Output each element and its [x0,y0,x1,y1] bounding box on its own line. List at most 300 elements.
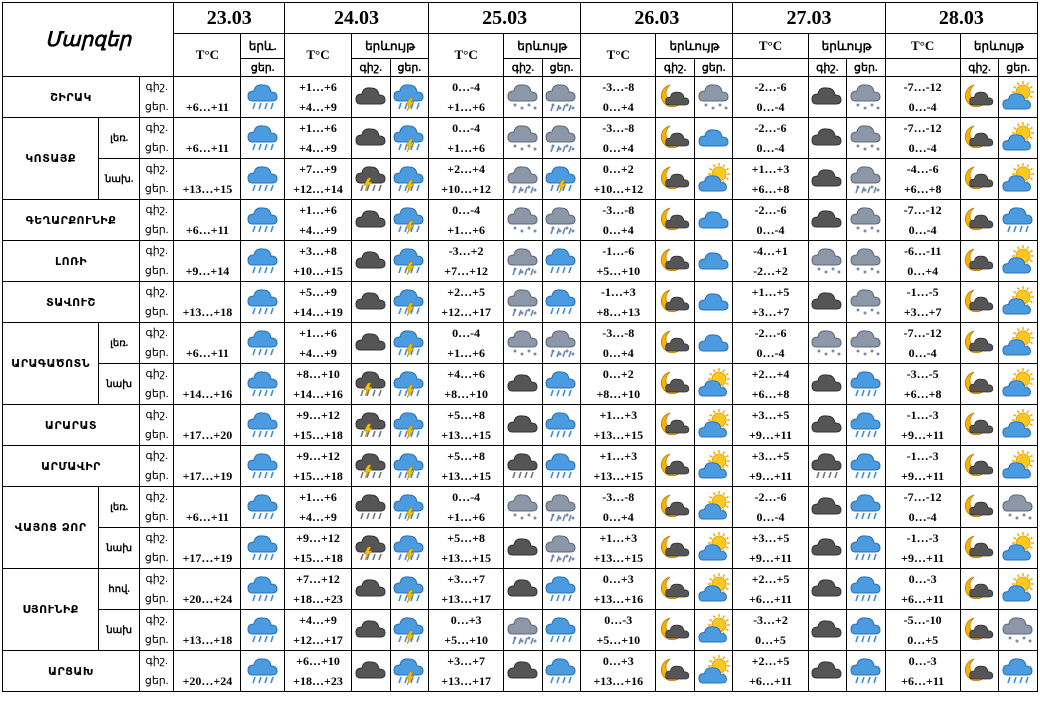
thunderstorm-icon [390,241,429,282]
snow-cloud-icon [504,77,543,118]
temperature-cell [733,118,808,159]
time-of-day-cell [139,651,173,692]
night-temp: -7…-12 [903,490,942,504]
partly-cloudy-sun-icon [694,487,733,528]
night-temp: +2…+5 [751,654,790,668]
day-temp: +4…+9 [299,223,337,237]
temperature-cell [581,323,656,364]
sleet-cloud-icon [504,241,543,282]
night-temp: +2…+5 [447,285,485,299]
night-temp: -2…-6 [754,203,787,217]
rain-cloud-icon [241,282,285,323]
regions-header: Մարզեր [3,3,174,77]
night-temp [174,282,240,302]
day-temp: +4…+9 [299,141,337,155]
rain-cloud-icon [847,651,886,692]
day-label: ցեր. [144,265,169,277]
night-temp: +3…+5 [751,408,790,422]
temperature-cell [285,118,352,159]
thunderstorm-icon [390,118,429,159]
moon-cloud-icon [960,446,999,487]
temperature-cell [733,77,808,118]
night-temp: +1…+6 [299,326,337,340]
moon-cloud-icon [656,118,695,159]
phenomenon-header: երևույթ [656,34,733,59]
partly-cloudy-sun-icon [999,446,1038,487]
day-label: ցեր. [144,183,169,195]
day-label: ցեր. [144,101,169,113]
night-temp: 0…+2 [602,367,634,381]
night-temp: -1…-3 [906,531,939,545]
partly-cloudy-sun-icon [694,651,733,692]
thunderstorm-icon [390,364,429,405]
rain-cloud-icon [241,446,285,487]
day-temp: 0…-4 [756,141,785,155]
temperature-cell [581,487,656,528]
day-temp: +13…+15 [182,182,233,196]
night-temp: 0…+3 [602,572,634,586]
day-label: ցեր. [144,224,169,236]
snow-cloud-icon [808,241,847,282]
night-temp: +3…+7 [447,654,485,668]
temperature-cell [429,528,504,569]
temperature-cell [885,569,960,610]
day-temp: +9…+11 [901,469,945,483]
temperature-cell [429,405,504,446]
temperature-cell [174,77,241,118]
table-row [3,487,1038,528]
day-temp: +17…+19 [182,551,233,565]
night-temp: +5…+8 [447,408,485,422]
day-label: ցեր. [144,511,169,523]
night-temp: -2…-6 [754,490,787,504]
time-of-day-cell [139,405,173,446]
rain-cloud-icon [241,405,285,446]
moon-cloud-icon [656,159,695,200]
time-of-day-cell [139,364,173,405]
night-temp: +6…+10 [296,654,340,668]
phenomenon-header: երևույթ [960,34,1037,59]
day-temp: +6…+11 [185,510,229,524]
temperature-cell [885,405,960,446]
temperature-cell [429,118,504,159]
temperature-cell [733,569,808,610]
partly-cloudy-sun-icon [694,610,733,651]
day-temp: +17…+19 [182,469,233,483]
night-header: գիշ. [960,59,999,77]
day-temp: +9…+14 [185,264,230,278]
day-temp: 0…+4 [602,141,634,155]
temperature-cell [885,610,960,651]
day-temp: 0…+4 [602,346,634,360]
night-temp: +9…+12 [296,531,340,545]
partly-cloudy-sun-icon [999,241,1038,282]
temperature-cell [174,487,241,528]
temp-header: T°C [581,34,656,77]
moon-cloud-icon [656,241,695,282]
night-temp: +2…+5 [751,572,790,586]
moon-cloud-icon [656,77,695,118]
night-label: գիշ. [145,409,168,421]
subregion-label: լեռ. [99,323,140,364]
temp-header: T°C [285,34,352,77]
temperature-cell [581,405,656,446]
night-label: գիշ. [145,245,168,257]
table-row [3,569,1038,610]
dark-cloud-icon [351,118,390,159]
day-temp: -2…+2 [753,264,788,278]
temperature-cell [429,446,504,487]
sleet-cloud-icon [504,282,543,323]
night-temp: +8…+10 [296,367,340,381]
thunderstorm-icon [390,200,429,241]
temperature-cell [733,364,808,405]
table-row [3,282,1038,323]
temperature-cell [285,241,352,282]
temperature-cell [581,241,656,282]
day-temp: +8…+10 [444,387,488,401]
day-temp: +1…+6 [447,223,485,237]
sleet-cloud-icon [542,528,581,569]
day-temp: +10…+15 [293,264,343,278]
temperature-cell [285,364,352,405]
temperature-cell [429,77,504,118]
day-header: ցեր. [999,59,1038,77]
time-of-day-cell [139,118,173,159]
partly-cloudy-sun-icon [694,569,733,610]
moon-cloud-icon [656,446,695,487]
dark-cloud-icon [351,569,390,610]
day-temp: 0…+4 [602,100,634,114]
moon-cloud-icon [960,569,999,610]
temperature-cell [885,241,960,282]
night-temp: +3…+5 [751,449,790,463]
temperature-cell [285,159,352,200]
partly-cloudy-sun-icon [694,405,733,446]
night-temp: +2…+4 [447,162,485,176]
table-row [3,651,1038,692]
dark-cloud-icon [504,364,543,405]
night-temp: 0…-4 [452,326,481,340]
night-temp: +2…+4 [751,367,790,381]
night-temp: 0…-4 [452,490,481,504]
subregion-label: հով. [99,569,140,610]
snow-cloud-icon [847,323,886,364]
time-of-day-cell [139,487,173,528]
dark-cloud-icon [351,323,390,364]
moon-cloud-icon [656,364,695,405]
subregion-label: նախ. [99,159,140,200]
partly-cloudy-sun-icon [999,77,1038,118]
temperature-cell [174,405,241,446]
day-temp: +9…+11 [748,469,792,483]
night-temp: -4…-6 [906,162,939,176]
thunderstorm-icon [390,569,429,610]
sleet-cloud-icon [542,200,581,241]
dark-cloud-icon [504,569,543,610]
partly-cloudy-sun-icon [999,569,1038,610]
night-temp: +3…+5 [751,531,790,545]
dark-cloud-icon [808,159,847,200]
day-temp: +13…+17 [441,674,491,688]
night-temp: -1…-6 [602,244,635,258]
day-temp: +20…+24 [182,674,233,688]
temperature-cell [174,651,241,692]
day-temp: +4…+9 [299,100,337,114]
temperature-cell [885,651,960,692]
temperature-cell [885,77,960,118]
dark-cloud-icon [351,610,390,651]
time-of-day-cell [139,200,173,241]
temperature-cell [285,528,352,569]
day-temp: +6…+11 [185,223,229,237]
night-label: գիշ. [145,122,168,134]
temperature-cell [733,446,808,487]
temperature-cell [885,159,960,200]
night-temp [174,651,240,671]
day-temp: +13…+15 [593,469,644,483]
rain-cloud-icon [241,610,285,651]
sleet-cloud-icon [504,610,543,651]
night-temp: +1…+6 [299,203,337,217]
temperature-cell [581,282,656,323]
night-header: գիշ. [808,59,847,77]
night-temp [174,405,240,425]
night-temp: 0…-3 [604,613,633,627]
snow-cloud-icon [999,610,1038,651]
thunderstorm-icon [390,282,429,323]
night-temp: +3…+8 [299,244,337,258]
rain-cloud-icon [542,569,581,610]
day-temp: +1…+6 [447,510,485,524]
sleet-cloud-icon [542,77,581,118]
night-label: գիշ. [145,491,168,503]
phenomenon-header: երևույթ [808,34,885,59]
thunderstorm-icon [390,610,429,651]
temperature-cell [733,323,808,364]
temperature-cell [174,241,241,282]
day-label: ցեր. [144,347,169,359]
temperature-cell [174,323,241,364]
night-temp: +5…+9 [299,285,337,299]
thunderstorm-icon [542,159,581,200]
temperature-cell [581,651,656,692]
temperature-cell [581,569,656,610]
temperature-cell [581,77,656,118]
dark-cloud-rain-icon [504,446,543,487]
rain-cloud-icon [542,241,581,282]
partly-cloudy-sun-icon [694,528,733,569]
moon-cloud-icon [656,405,695,446]
dark-cloud-rain-icon [351,487,390,528]
day-temp: 0…-4 [908,100,937,114]
temperature-cell [174,118,241,159]
temperature-cell [285,487,352,528]
day-temp: +6…+11 [185,346,229,360]
blue-cloud-icon [694,200,733,241]
day-temp: +10…+12 [441,182,491,196]
night-label: գիշ. [145,614,168,626]
temperature-cell [733,610,808,651]
table-row [3,77,1038,118]
night-temp: -1…-5 [906,285,939,299]
partly-cloudy-sun-icon [694,446,733,487]
partly-cloudy-sun-icon [999,282,1038,323]
temperature-cell [885,118,960,159]
time-of-day-cell [139,446,173,487]
moon-cloud-icon [960,405,999,446]
day-temp: +13…+15 [441,551,491,565]
table-row [3,159,1038,200]
rain-cloud-icon [241,323,285,364]
dark-cloud-thunder-rain-icon [351,159,390,200]
day-temp: +3…+7 [751,305,790,319]
region-name: ԼՈՌԻ [3,241,140,282]
day-label: ցեր. [144,675,169,687]
date-header: 28.03 [885,3,1037,34]
temperature-cell [733,487,808,528]
day-label: ցեր. [144,388,169,400]
day-temp: +8…+10 [596,387,641,401]
date-header: 24.03 [285,3,429,34]
day-label: ցեր. [144,552,169,564]
night-temp [174,569,240,589]
day-temp: 0…-4 [908,141,937,155]
night-temp: -4…+1 [753,244,788,258]
subregion-label: լեռ. [99,118,140,159]
dark-cloud-icon [808,528,847,569]
temperature-cell [581,118,656,159]
day-temp: 0…+5 [907,633,939,647]
temperature-cell [285,200,352,241]
day-temp: 0…+5 [755,633,786,647]
temperature-cell [285,405,352,446]
day-temp: +6…+8 [903,182,942,196]
dark-cloud-rain-icon [808,446,847,487]
sleet-cloud-icon [847,159,886,200]
temperature-cell [885,528,960,569]
dark-cloud-icon [808,364,847,405]
temperature-cell [581,159,656,200]
day-temp: +1…+6 [447,346,485,360]
rain-cloud-icon [542,282,581,323]
day-temp: +6…+11 [748,592,792,606]
night-temp: 0…+2 [602,162,634,176]
night-label: գիշ. [145,286,168,298]
temperature-cell [885,282,960,323]
day-temp: +13…+15 [593,428,644,442]
temperature-cell [174,569,241,610]
temperature-cell [174,528,241,569]
subregion-label: նախ [99,610,140,651]
moon-cloud-icon [656,200,695,241]
night-label: գիշ. [145,163,168,175]
temperature-cell [429,282,504,323]
day-temp: +6…+11 [185,141,229,155]
moon-cloud-icon [960,364,999,405]
dark-cloud-icon [351,282,390,323]
rain-cloud-icon [542,610,581,651]
rain-cloud-icon [847,446,886,487]
night-temp: 0…-4 [452,80,481,94]
temperature-cell [733,200,808,241]
dark-cloud-thunder-rain-icon [351,528,390,569]
sleet-cloud-icon [542,323,581,364]
table-row [3,241,1038,282]
day-temp: +4…+9 [299,510,337,524]
night-temp: +1…+3 [599,408,638,422]
time-of-day-cell [139,159,173,200]
temperature-cell [429,364,504,405]
night-temp [174,159,240,179]
temp-header: T°C [733,34,808,59]
dark-cloud-icon [351,651,390,692]
day-temp: +14…+16 [182,387,233,401]
rain-cloud-icon [241,118,285,159]
day-temp: +13…+18 [182,305,233,319]
table-row [3,118,1038,159]
date-header: 26.03 [581,3,733,34]
time-of-day-cell [139,282,173,323]
blue-cloud-icon [694,282,733,323]
day-temp: +14…+19 [293,305,343,319]
phenomenon-header: երևույթ [504,34,581,59]
night-temp: -7…-12 [903,203,942,217]
night-temp: +3…+7 [447,572,485,586]
day-temp: +6…+11 [185,100,229,114]
night-label: գիշ. [145,532,168,544]
table-row [3,364,1038,405]
thunderstorm-icon [390,446,429,487]
night-temp [174,241,240,261]
temperature-cell [885,364,960,405]
temperature-cell [733,405,808,446]
rain-cloud-icon [241,77,285,118]
day-header: ցեր. [847,59,886,77]
snow-cloud-icon [847,200,886,241]
night-temp [174,200,240,220]
sleet-cloud-icon [542,118,581,159]
moon-cloud-icon [960,241,999,282]
night-header: գիշ. [351,59,390,77]
night-temp: -2…-6 [754,121,787,135]
dark-cloud-thunder-rain-icon [351,446,390,487]
temperature-cell [429,487,504,528]
subregion-label: նախ [99,364,140,405]
day-temp: +20…+24 [182,592,233,606]
temp-header: T°C [174,34,241,77]
day-temp: +6…+11 [901,674,945,688]
sleet-cloud-icon [542,487,581,528]
snow-cloud-icon [694,77,733,118]
temperature-cell [733,528,808,569]
snow-cloud-icon [504,323,543,364]
day-temp: +13…+17 [441,592,491,606]
region-name: ԱՐԱԳԱԾՈՏՆ [3,323,99,405]
region-name: ՎԱՅՈՑ ՁՈՐ [3,487,99,569]
thunderstorm-icon [390,487,429,528]
thunderstorm-icon [390,159,429,200]
day-label: ցեր. [144,593,169,605]
day-temp: +3…+7 [903,305,942,319]
day-header: ցեր. [241,59,285,77]
dark-cloud-icon [808,118,847,159]
dark-cloud-icon [808,200,847,241]
night-temp [174,487,240,507]
day-header: ցեր. [542,59,581,77]
empty-header [733,59,808,77]
day-temp: +13…+16 [593,592,644,606]
